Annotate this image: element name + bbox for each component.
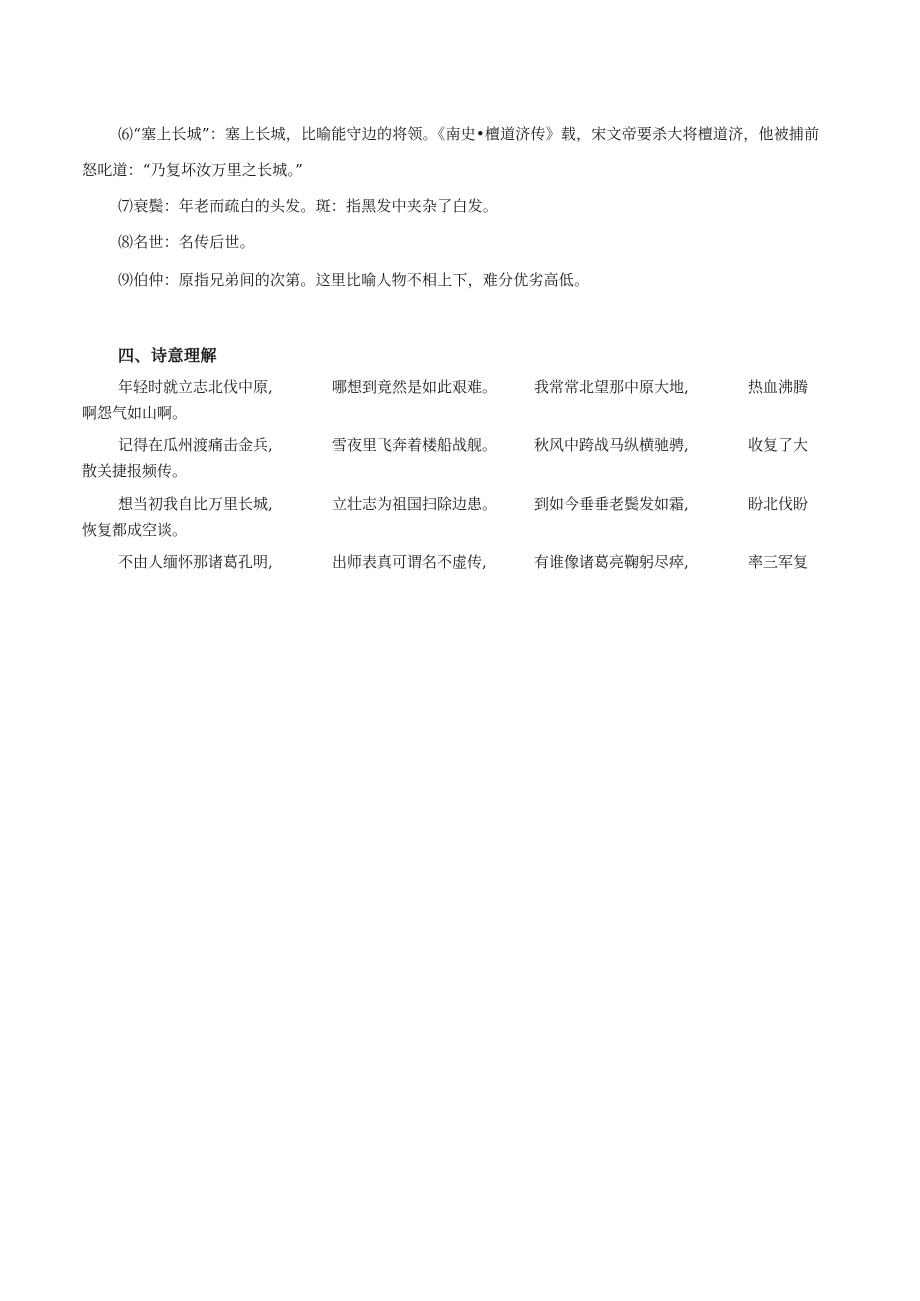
stanza-line-continuation bbox=[82, 400, 827, 426]
stanza-line bbox=[82, 374, 827, 400]
verse-segment: 到如今垂垂老鬓发如霜, bbox=[534, 495, 689, 513]
verse-segment: 我常常北望那中原大地, bbox=[534, 378, 689, 396]
stanza-line bbox=[82, 549, 827, 575]
stanza-3 bbox=[82, 491, 827, 543]
verse-segment: 收复了大 bbox=[748, 436, 809, 454]
annotation-note-9: ⑼伯仲：原指兄弟间的次第。这里比喻人物不相上下，难分优劣高低。 bbox=[118, 271, 590, 289]
stanza-4 bbox=[82, 549, 827, 575]
annotation-note-6: ⑹“塞上长城”：塞上长城，比喻能守边的将领。《南史•檀道济传》载，宋文帝要杀大将檀道济，他被捕前怒叱道：“乃复坏汝万里之长城。” bbox=[82, 125, 820, 179]
stanza-line bbox=[82, 432, 827, 458]
verse-segment: 有谁像诸葛亮鞠躬尽瘁, bbox=[534, 553, 689, 571]
stanza-1 bbox=[82, 374, 827, 426]
annotation-note-7: ⑺衰鬓：年老而疏白的头发。斑：指黑发中夹杂了白发。 bbox=[118, 197, 499, 215]
verse-segment: 记得在瓜州渡痛击金兵, bbox=[118, 436, 273, 454]
verse-segment: 雪夜里飞奔着楼船战舰。 bbox=[332, 436, 498, 454]
verse-segment: 哪想到竟然是如此艰难。 bbox=[332, 378, 498, 396]
stanza-2 bbox=[82, 432, 827, 484]
stanza-line bbox=[82, 491, 827, 517]
verse-segment: 想当初我自比万里长城, bbox=[118, 495, 273, 513]
verse-segment: 率三军复 bbox=[748, 553, 809, 571]
stanza-line-continuation bbox=[82, 517, 827, 543]
verse-segment: 不由人缅怀那诸葛孔明, bbox=[118, 553, 273, 571]
annotation-note-8: ⑻名世：名传后世。 bbox=[118, 233, 255, 251]
verse-segment: 热血沸腾 bbox=[748, 378, 809, 396]
verse-continuation: 散关捷报频传。 bbox=[82, 462, 188, 480]
verse-continuation: 恢复都成空谈。 bbox=[82, 521, 188, 539]
section-heading: 四、诗意理解 bbox=[118, 346, 218, 365]
verse-segment: 立壮志为祖国扫除边患。 bbox=[332, 495, 498, 513]
verse-segment: 年轻时就立志北伐中原, bbox=[118, 378, 273, 396]
verse-continuation: 啊怨气如山啊。 bbox=[82, 404, 188, 422]
stanza-line-continuation bbox=[82, 458, 827, 484]
verse-segment: 出师表真可谓名不虚传, bbox=[332, 553, 487, 571]
verse-segment: 盼北伐盼 bbox=[748, 495, 809, 513]
verse-segment: 秋风中跨战马纵横驰骋, bbox=[534, 436, 689, 454]
